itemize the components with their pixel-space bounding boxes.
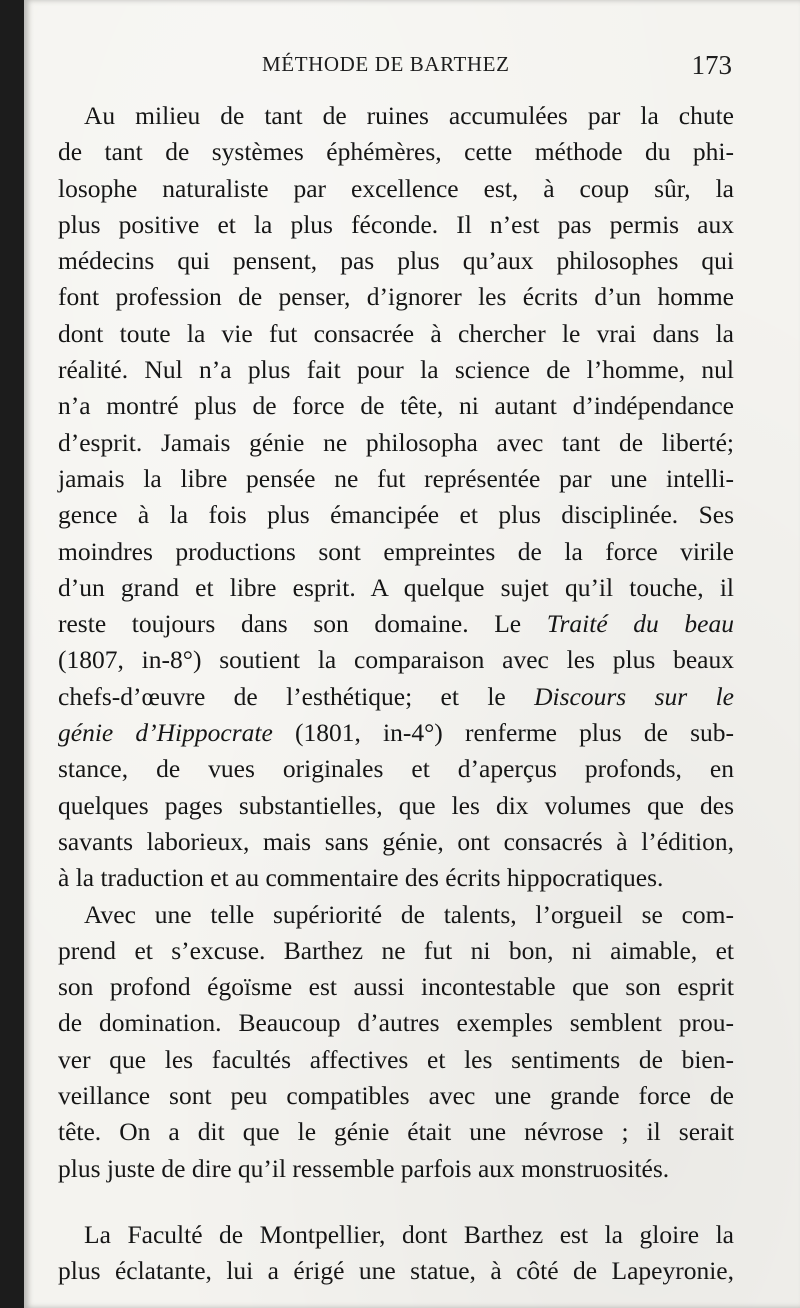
text-line: génie d’Hippocrate (1801, in-4°) renferme plus de sub-	[58, 718, 735, 748]
text-line: réalité. Nul n’a plus fait pour la science de l’homme, nul	[58, 355, 734, 385]
text-line: (1807, in-8°) soutient la comparaison avec les plus beaux	[58, 645, 734, 675]
text-line: plus éclatante, lui a érigé une statue, à côté de Lapeyronie,	[58, 1256, 734, 1286]
running-head	[24, 52, 800, 82]
text-line: tête. On a dit que le génie était une névrose ; il serait	[58, 1117, 734, 1147]
section-gap	[58, 1187, 734, 1217]
text-line: moindres productions sont empreintes de la force virile	[58, 536, 734, 566]
text-line: son profond égoïsme est aussi incontestable que son esprit	[58, 972, 734, 1002]
text-line: Avec une telle supériorité de talents, l’orgueil se com-	[84, 899, 734, 929]
italic-title: génie d’Hippocrate	[58, 718, 273, 748]
body-text	[58, 98, 734, 1290]
text-line: plus juste de dire qu’il ressemble parfois aux monstruosités.	[58, 1153, 670, 1183]
text-line: veillance sont peu compatibles avec une grande force de	[58, 1081, 734, 1111]
text-line: quelques pages substantielles, que les dix volumes que des	[58, 790, 734, 820]
text-line: médecins qui pensent, pas plus qu’aux philosophes qui	[58, 246, 734, 276]
text-line: reste toujours dans son domaine. Le Traité du beau	[58, 609, 734, 639]
text-line: dont toute la vie fut consacrée à chercher le vrai dans la	[58, 318, 734, 348]
italic-title: Traité du beau	[546, 609, 734, 639]
italic-title: Discours sur le	[534, 681, 734, 711]
paragraph-3	[58, 1217, 734, 1290]
text-line: savants laborieux, mais sans génie, ont consacrés à l’édition,	[58, 826, 734, 856]
text-line: Au milieu de tant de ruines accumulées par la chute	[84, 101, 734, 130]
text-line: stance, de vues originales et d’aperçus profonds, en	[58, 754, 734, 784]
text-line: plus positive et la plus féconde. Il n’est pas permis aux	[58, 209, 734, 239]
text-line: à la traduction et au commentaire des écrits hippocratiques.	[58, 863, 664, 893]
text-line: d’un grand et libre esprit. A quelque sujet qu’il touche, il	[58, 572, 734, 602]
paragraph-2	[58, 897, 734, 1187]
text-line: La Faculté de Montpellier, dont Barthez est la gloire la	[84, 1219, 734, 1249]
text-line: prend et s’excuse. Barthez ne fut ni bon, ni aimable, et	[58, 935, 734, 965]
text-line: gence à la fois plus émancipée et plus disciplinée. Ses	[58, 500, 734, 530]
book-page	[24, 0, 800, 1308]
text-line: de domination. Beaucoup d’autres exemples semblent prou-	[58, 1008, 734, 1038]
text-line: de tant de systèmes éphémères, cette méthode du phi-	[58, 137, 734, 167]
text-line: font profession de penser, d’ignorer les écrits d’un homme	[58, 282, 734, 312]
running-title: MÉTHODE DE BARTHEZ	[262, 52, 510, 76]
text-line: d’esprit. Jamais génie ne philosopha avec tant de liberté;	[58, 427, 734, 457]
text-line: ver que les facultés affectives et les sentiments de bien-	[58, 1044, 734, 1074]
page-number: 173	[691, 50, 732, 80]
text-line: losophe naturaliste par excellence est, à coup sûr, la	[58, 173, 734, 203]
text-line: n’a montré plus de force de tête, ni autant d’indépendance	[58, 391, 734, 421]
paragraph-1	[58, 98, 734, 897]
text-line: jamais la libre pensée ne fut représentée par une intelli-	[58, 463, 734, 493]
text-line: chefs-d’œuvre de l’esthétique; et le Discours sur le	[58, 681, 734, 711]
